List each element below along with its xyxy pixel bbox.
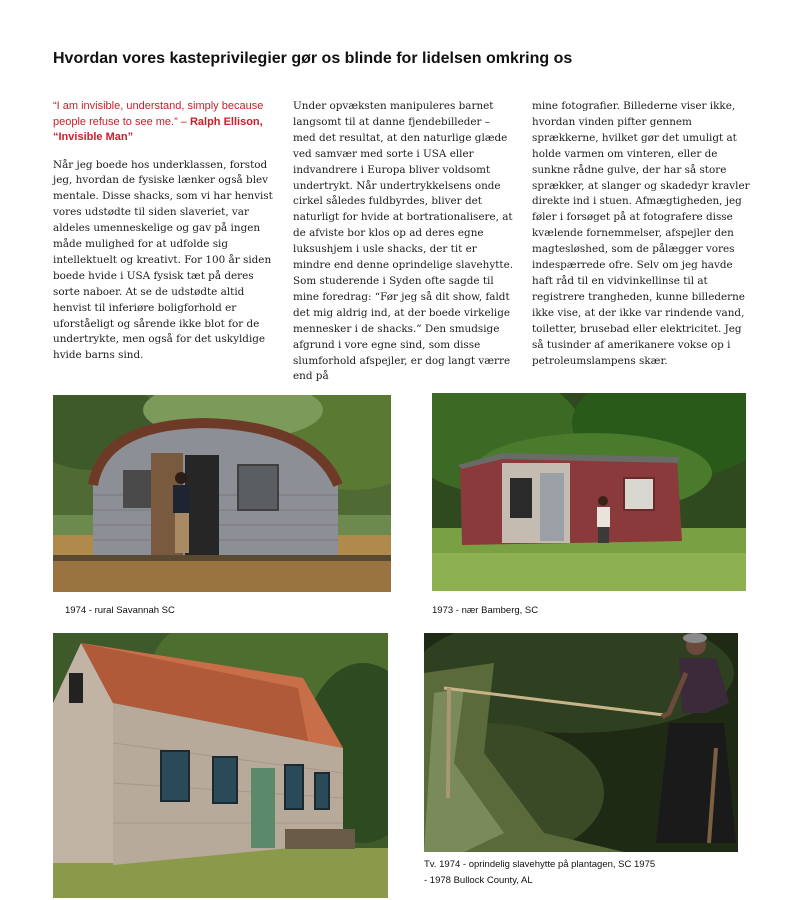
- photo-brick-cabin: [53, 633, 388, 898]
- photo-red-shack: [432, 393, 746, 591]
- quote-text: “I am invisible, understand, simply because people refuse to see me.” –: [53, 100, 264, 128]
- text-column-3: [532, 99, 754, 369]
- caption-photos-3-4-line1: Tv. 1974 - oprindelig slavehytte på plantagen, SC 1975: [424, 859, 656, 870]
- photo-woman-pointing: [424, 633, 738, 852]
- text-column-2: [293, 99, 515, 385]
- quote-author: Ralph Ellison, “Invisible Man”: [53, 115, 263, 143]
- caption-photos-3-4-line2: - 1978 Bullock County, AL: [424, 875, 533, 886]
- article-title: Hvordan vores kasteprivilegier gør os blinde for lidelsen omkring os: [53, 50, 573, 67]
- caption-photos-3-4: [424, 857, 655, 889]
- column-1-text: Når jeg boede hos underklassen, forstod jeg, hvordan de fysiske lænker også blev mentale. Disse shacks, som vi har henvist vores udstødte til siden slaveriet, var aldeles umenneskelige og gav på ingen måde mulighed for at udfolde sig intellektuelt og kreativt. For 100 år siden boede hvide i USA fysisk tæt på deres sorte naboer. At se de udstødte altid henvist til inferiøre boligforhold er uforståeligt og sårende ikke blot for de undertrykte, men også for det uskyldige hvide barns sind.: [53, 158, 273, 362]
- column-3-text: mine fotografier. Billederne viser ikke, hvordan vinden pifter gennem sprækkerne, hvilket gør det umuligt at holde varmen om vinteren, eller de sunkne rådne gulve, der har så store sprækker, at slanger og skadedyr kravler direkte ind i stuen. Afmægtigheden, jeg føler i forsøget på at fotografere disse kvælende fornemmelser, afspejler den magtesløshed, som de pålægger vores indespærrede ofre. Selv om jeg havde haft råd til en vidvinkellinse til at registrere trangheden, kunne billederne ikke vise, at der ikke var rindende vand, toiletter, brusebad eller elektricitet. Jeg så tusinder af amerikanere vokse op i petroleumslampens skær.: [532, 100, 750, 367]
- pull-quote: [53, 99, 275, 146]
- caption-photo-2: 1973 - nær Bamberg, SC: [432, 605, 539, 616]
- caption-photo-1: 1974 - rural Savannah SC: [65, 605, 175, 616]
- column-2-text: Under opvæksten manipuleres barnet langsomt til at danne fjendebilleder – med det resultat, at den naturlige glæde ved samvær med sorte i USA eller indvandrere i Europa bliver voldsomt undertrykt. Når undertrykkelsens onde cirkel således fuldbyrdes, bliver det naturligt for hvide at bortrationalisere, at de afviste bor klos op ad deres egne luksushjem i usle shacks, der tit er mindre end denne oprindelige slavehytte. Som studerende i Syden ofte sagde til mine foredrag: “Før jeg så dit show, faldt det mig aldrig ind, at der boede virkelige mennesker i de shacks.” Den smudsige afgrund i vore egne sind, som disse slumforhold afspejler, er dog langt værre end på: [293, 100, 514, 383]
- photo-quonset-shack: [53, 395, 391, 592]
- text-column-1: [53, 99, 275, 364]
